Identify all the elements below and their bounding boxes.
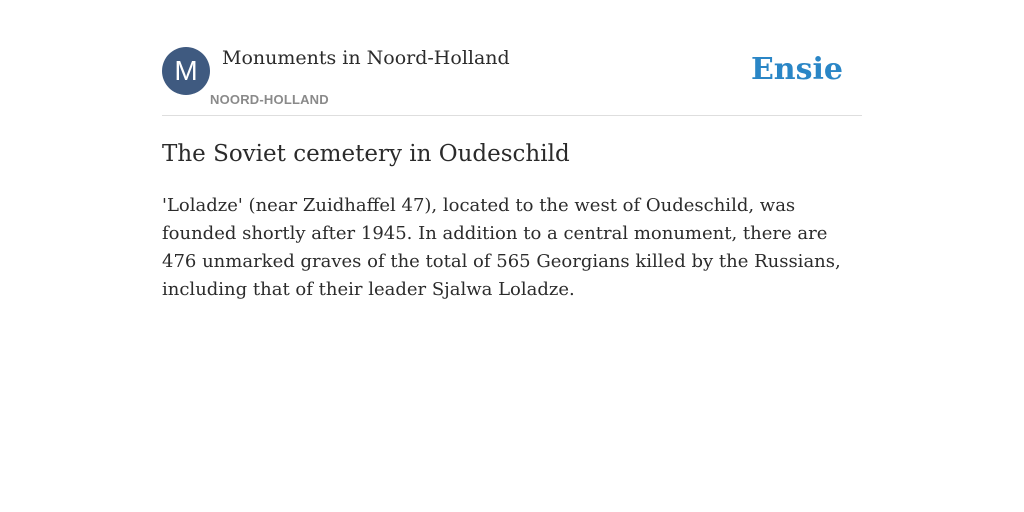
book-avatar[interactable]: M [162,47,210,95]
ensie-logo[interactable]: Ensie [750,52,843,87]
entry-card [162,0,862,512]
article-body: 'Loladze' (near Zuidhaffel 47), located to the west of Oudeschild, was founded shortly after 1945. In addition to a central monument, there are 476 unmarked graves of the total of 565 Georgians killed by the Russians, including that of their leader Sjalwa Loladze. [162,195,841,300]
article-title: The Soviet cemetery in Oudeschild [162,141,570,167]
category-label[interactable]: NOORD-HOLLAND [210,92,329,107]
book-title-link[interactable]: Monuments in Noord-Holland [222,47,510,69]
header-divider [162,115,862,116]
